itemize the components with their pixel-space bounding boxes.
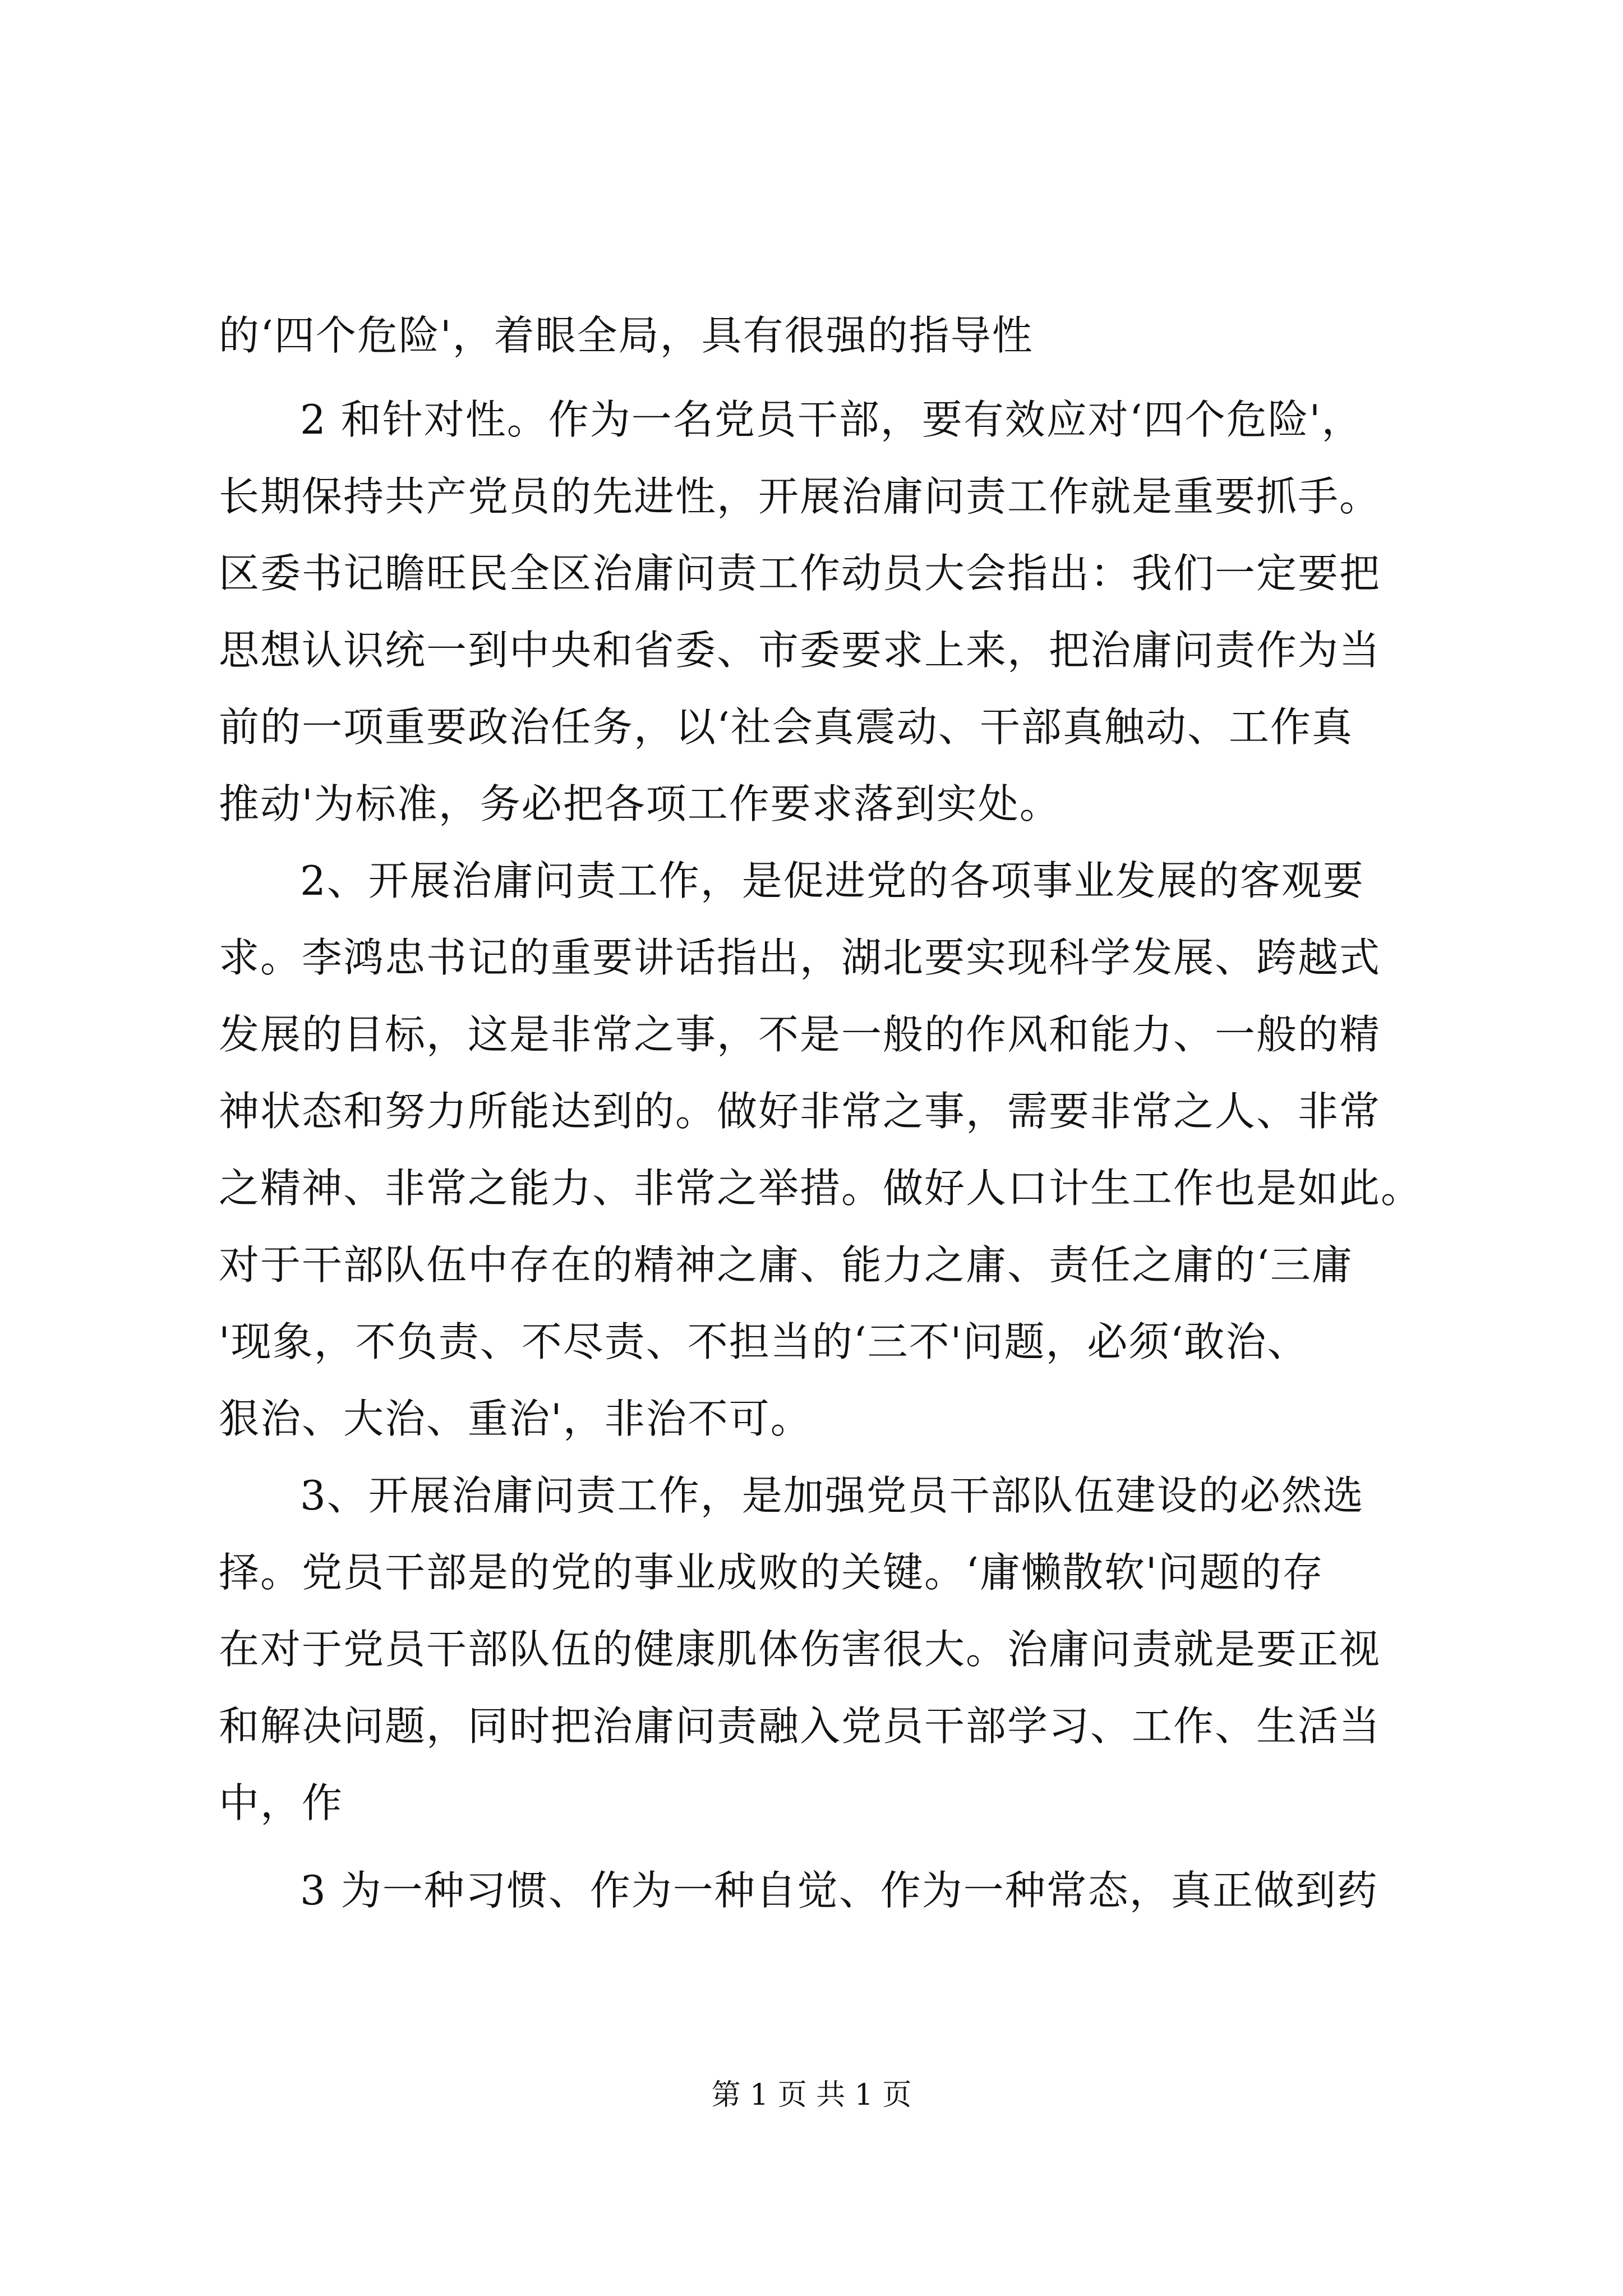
text-line: 2、开展治庸问责工作，是促进党的各项事业发展的客观要 <box>300 857 1364 904</box>
text-line: 在对于党员干部队伍的健康肌体伤害很大。治庸问责就是要正视 <box>219 1626 1381 1673</box>
text-line: 择。党员干部是的党的事业成败的关键。‘庸懒散软'问题的存 <box>219 1549 1324 1596</box>
text-line: '现象，不负责、不尽责、不担当的‘三不'问题，必须‘敢治、 <box>219 1318 1309 1365</box>
text-line: 思想认识统一到中央和省委、市委要求上来，把治庸问责作为当 <box>219 627 1381 674</box>
text-line: 狠治、大治、重治'，非治不可。 <box>219 1395 812 1442</box>
text-line: 区委书记瞻旺民全区治庸问责工作动员大会指出：我们一定要把 <box>219 550 1381 597</box>
text-line: 对于干部队伍中存在的精神之庸、能力之庸、责任之庸的‘三庸 <box>219 1241 1353 1289</box>
text-line: 的‘四个危险'，着眼全局，具有很强的指导性 <box>219 312 1034 359</box>
text-line: 长期保持共产党员的先进性，开展治庸问责工作就是重要抓手。 <box>219 473 1381 520</box>
text-line: 之精神、非常之能力、非常之举措。做好人口计生工作也是如此。 <box>219 1165 1423 1212</box>
text-line: 中，作 <box>219 1779 344 1826</box>
text-line: 神状态和努力所能达到的。做好非常之事，需要非常之人、非常 <box>219 1088 1381 1135</box>
text-line: 3、开展治庸问责工作，是加强党员干部队伍建设的必然选 <box>300 1472 1364 1519</box>
text-line: 推动'为标准，务必把各项工作要求落到实处。 <box>219 780 1061 827</box>
text-line: 发展的目标，这是非常之事，不是一般的作风和能力、一般的精 <box>219 1011 1381 1058</box>
page-number-footer: 第 1 页 共 1 页 <box>711 2078 912 2112</box>
text-line: 和解决问题，同时把治庸问责融入党员干部学习、工作、生活当 <box>219 1703 1381 1750</box>
text-line: 求。李鸿忠书记的重要讲话指出，湖北要实现科学发展、跨越式 <box>219 934 1381 981</box>
text-line: 2 和针对性。作为一名党员干部，要有效应对‘四个危险'， <box>300 396 1363 443</box>
text-line: 3 为一种习惯、作为一种自觉、作为一种常态，真正做到药 <box>300 1867 1378 1914</box>
text-line: 前的一项重要政治任务，以‘社会真震动、干部真触动、工作真 <box>219 703 1353 751</box>
